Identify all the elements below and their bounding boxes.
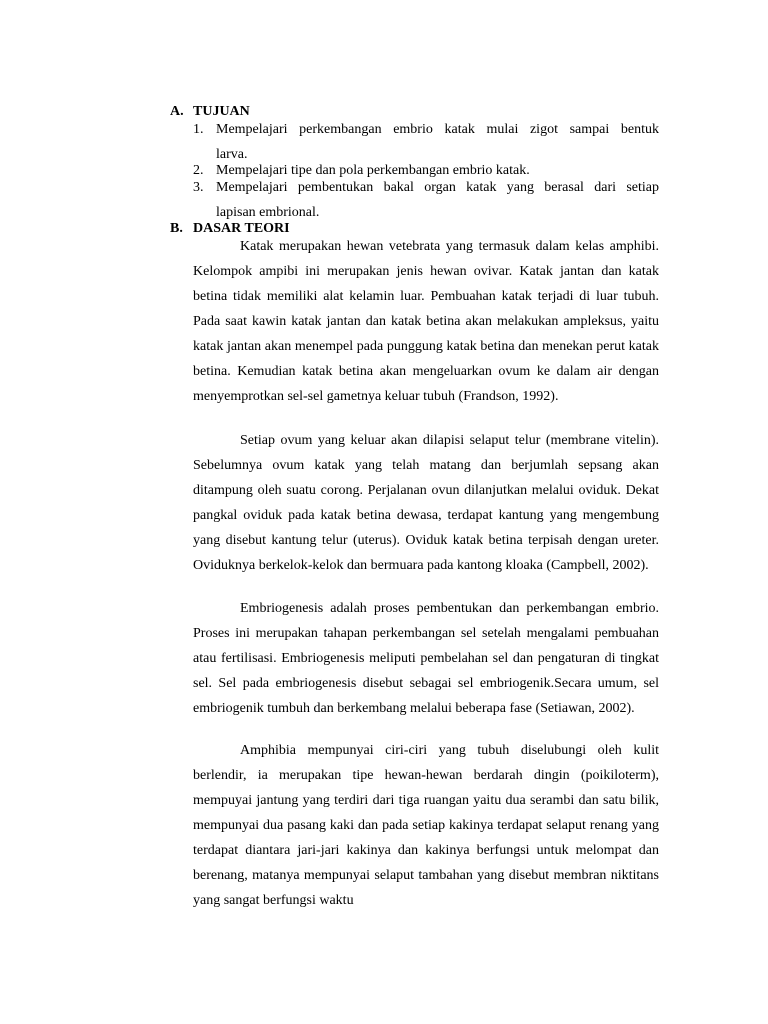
objective-text: Mempelajari perkembangan embrio katak mulai zigot sampai bentuk [216, 122, 659, 137]
theory-paragraph-4: Amphibia mempunyai ciri-ciri yang tubuh diselubungi oleh kulit berlendir, ia merupakan tipe hewan-hewan berdarah dingin (poikiloterm), mempuyai jantung yang terdiri dari tiga ruangan yaitu dua serambi dan satu bilik, mempunyai dua pasang kaki dan pada setiap kakinya terdapat selaput renang yang terdapat diantara jari-jari kakinya dan kakinya berfungsi untuk melompat dan berenang, matanya mempunyai selaput tambahan yang disebut membran niktitans yang sangat berfungsi waktu [193, 743, 659, 908]
objective-text: Mempelajari pembentukan bakal organ katak yang berasal dari setiap [216, 180, 659, 195]
theory-paragraph-1: Katak merupakan hewan vetebrata yang termasuk dalam kelas amphibi. Kelompok ampibi ini merupakan jenis hewan ovivar. Katak jantan dan katak betina tidak memiliki alat kelamin luar. Pembuahan katak terjadi di luar tubuh. Pada saat kawin katak jantan dan katak betina akan melakukan ampleksus, yaitu katak jantan akan menempel pada punggung katak betina dan menekan perut katak betina. Kemudian katak betina akan mengeluarkan ovum ke dalam air dengan menyemprotkan sel-sel gametnya keluar tubuh (Frandson, 1992). [193, 239, 659, 404]
objective-item-2 [193, 163, 659, 179]
section-a-heading [170, 104, 250, 120]
objective-text-continued: larva. [216, 147, 248, 162]
objective-item-3 [193, 180, 659, 221]
section-a-letter: A. [170, 104, 184, 119]
objective-text-continued: lapisan embrional. [216, 205, 320, 220]
objective-number: 1. [193, 122, 204, 137]
theory-paragraph-2: Setiap ovum yang keluar akan dilapisi selaput telur (membrane vitelin). Sebelumnya ovum katak yang telah matang dan berjumlah sepsang akan ditampung oleh suatu corong. Perjalanan ovun dilanjutkan melalui oviduk. Dekat pangkal oviduk pada katak betina dewasa, terdapat kantung yang mengembung yang disebut kantung telur (uterus). Oviduk katak betina terpisah dengan ureter. Oviduknya berkelok-kelok dan bermuara pada kantong kloaka (Campbell, 2002). [193, 433, 659, 573]
theory-paragraph-3: Embriogenesis adalah proses pembentukan dan perkembangan embrio. Proses ini merupakan tahapan perkembangan sel setelah mengalami pembuahan atau fertilisasi. Embriogenesis meliputi pembelahan sel dan pengaturan di tingkat sel. Sel pada embriogenesis disebut sebagai sel embriogenik.Secara umum, sel embriogenik tumbuh dan berkembang melalui beberapa fase (Setiawan, 2002). [193, 601, 659, 716]
objective-item-1 [193, 122, 659, 163]
section-b-title: DASAR TEORI [193, 221, 290, 236]
section-a-title: TUJUAN [193, 104, 250, 119]
objective-text: Mempelajari tipe dan pola perkembangan embrio katak. [216, 163, 530, 178]
section-b-letter: B. [170, 221, 183, 236]
objective-number: 2. [193, 163, 204, 178]
objective-number: 3. [193, 180, 204, 195]
